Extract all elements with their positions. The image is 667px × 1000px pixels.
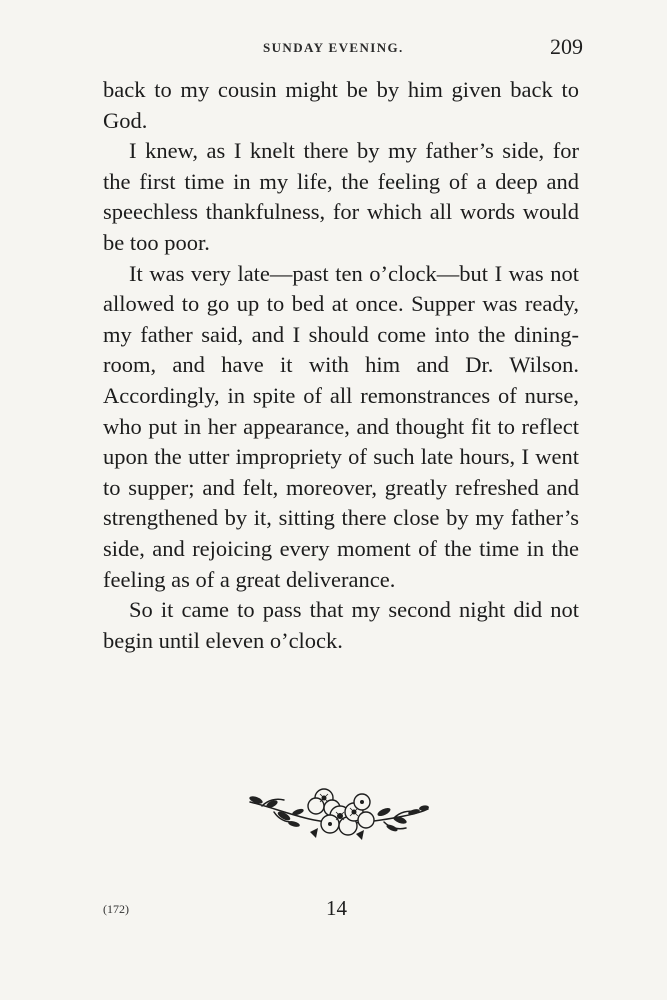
page-number: 209 <box>550 34 583 59</box>
running-title: SUNDAY EVENING. <box>263 40 404 55</box>
paragraph: I knew, as I knelt there by my father’s side, for the first time in my life, the feeling of a deep and speechless thankfulness, for which all words would be too poor. <box>103 138 579 255</box>
running-head <box>103 36 583 60</box>
signature-mark: (172) <box>103 902 129 916</box>
paragraph-continued: back to my cousin might be by him given back to God. <box>103 77 579 133</box>
signature-letter: 14 <box>326 896 347 920</box>
page-footer <box>103 896 579 922</box>
body-text <box>103 75 579 656</box>
floral-ornament-icon <box>244 782 432 848</box>
paragraph: So it came to pass that my second night did not begin until eleven o’clock. <box>103 597 579 653</box>
paragraph: It was very late—past ten o’clock—but I was not allowed to go up to bed at once. Supper was ready, my father said, and I should come into the dining-room, and have it with him and Dr. Wilson. Accordingly, in spite of all remonstrances of nurse, who put in her appearance, and thought fit to reflect upon the utter impropriety of such late hours, I went to supper; and felt, moreover, greatly refreshed and strengthened by it, sitting there close by my father’s side, and rejoicing every moment of the time in the feeling as of a great deliverance. <box>103 260 579 592</box>
